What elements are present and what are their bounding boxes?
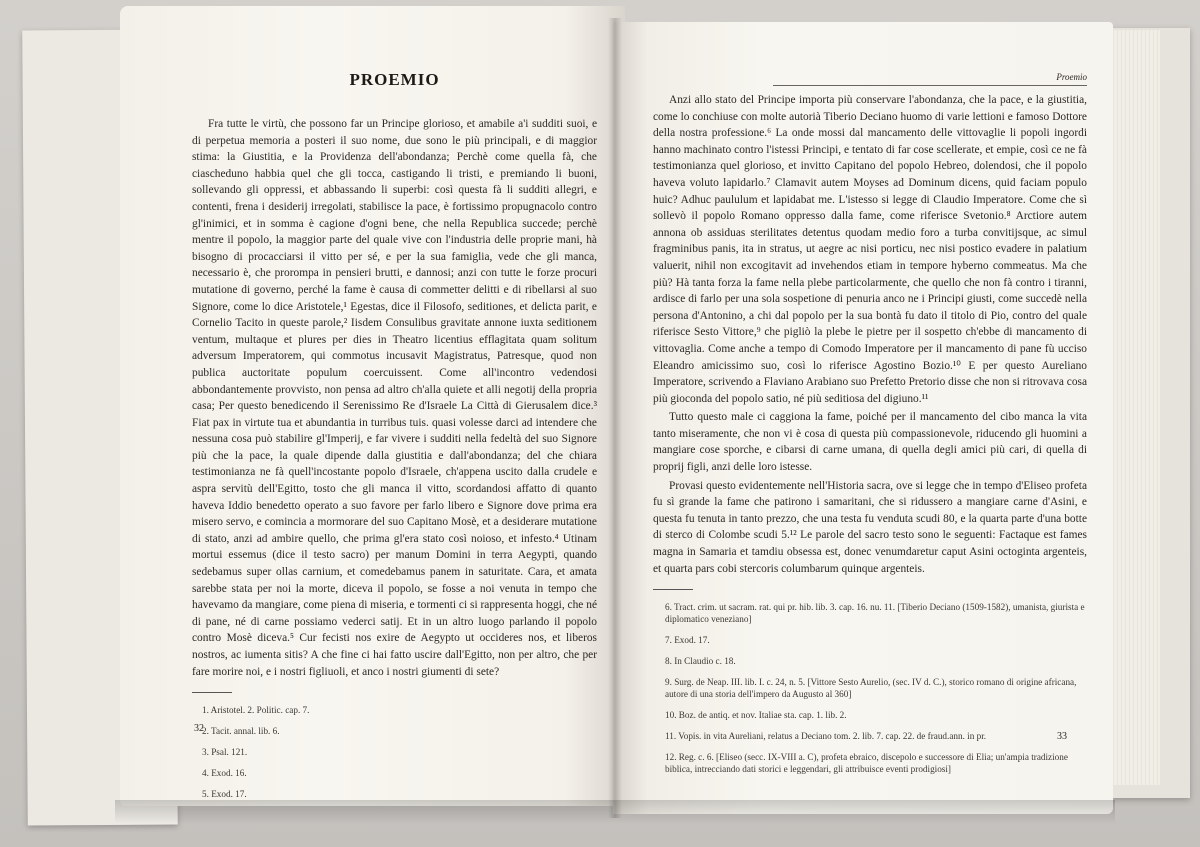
footnote: 8. In Claudio c. 18. — [665, 656, 736, 667]
footnote: 4. Exod. 16. — [202, 768, 247, 779]
footnote: 7. Exod. 17. — [665, 635, 710, 646]
footnote-rule — [192, 692, 232, 693]
footnote: 2. Tacit. annal. lib. 6. — [202, 726, 280, 737]
footnote: 10. Boz. de antiq. et nov. Italiae sta. cap. 1. lib. 2. — [665, 710, 847, 721]
right-page — [613, 22, 1113, 814]
book-gutter — [608, 18, 622, 818]
page-number-left: 32 — [194, 723, 204, 734]
running-head: Proemio — [773, 72, 1087, 86]
left-footnotes — [192, 701, 597, 806]
right-footnotes — [653, 598, 1087, 781]
left-page — [120, 6, 625, 806]
right-paragraph: Tutto questo male ci caggiona la fame, poiché per il mancamento del cibo manca la vita tanto miseramente, che non vi è cosa di questa più compassionevole, riducendo gli huomini a mangiare cose sporche, e cibarsi di carne umana, di quella degli amici più cari, di quella di proprij figli, anzi delle loro istesse. — [653, 411, 1087, 474]
footnote: 1. Aristotel. 2. Politic. cap. 7. — [202, 705, 310, 716]
footnote-rule — [653, 589, 693, 590]
page-number-right: 33 — [1057, 731, 1067, 742]
footnote: 3. Psal. 121. — [202, 747, 248, 758]
left-paragraph: Fra tutte le virtù, che possono far un Principe glorioso, et amabile a'i sudditi suoi, e di perpetua memoria a posteri il suo nome, due sono le più principali, e di maggior stima: la Giustitia, e la Providenza dell'abondanza; Perchè come quella fà, che ciascheduno habbia quel che gli tocca, castigando li tristi, e premiando li buoni, sollevando gli oppressi, et abbassando li superbi: così questa fà li sudditi allegri, e contenti, frena i desiderij irregolati, stabilisce la pace, è fortissimo propugnacolo contro gl'inimici, et in somma è cagione d'ogni bene, che nella Republica succede; perchè mentre il popolo, la maggior parte del quale vive con l'industria delle proprie mani, hà bisogno di procacciarsi il vitto per sé, e per la sua famiglia, vede che gli manca, necessario è, che prorompa in pensieri brutti, e dannosi; anzi con tutte le forze procuri mutatione di governo, perché la fame è causa di commetter delitti e di ribellarsi al suo Signore, come lo dice Aristotele,¹ Egestas, dice il Filosofo, seditiones, et delicta parit, e Cornelio Tacito in queste parole,² Iisdem Consulibus gravitate annone iuxta seditionem ventum, multaque et plures per dies in Theatro licentius efflagitata quam solitum adversum Imperatorem, qui commotus incusavit Magistratus, Patresque, quod non publica auctoritate populum coercuissent. Come all'incontro vedendosi abbondantemente provvisto, non pensa ad altro ch'alla quiete et alli negotij della propria casa; Per questo benedicendo il Serenissimo Re d'Israele La Città di Gierusalem dice.³ Fiat pax in virtute tua et abundantia in turribus tuis. quasi volesse darci ad intendere che nessuna cosa può stabilire gl'Imperij, e far vivere i sudditi nella fedeltà del suo Signore più che la pace, la quale dipende dalla giustitia e dall'abondanza; del che chiara testimonianza ne fà quell'incostante popolo d'Israele, ch'appena uscito dalla crudele e aspra servitù dell'Egitto, tosto che gli manca il vitto, scordandosi affatto di quanto haveva Iddio benedetto operato a suo favore per farlo libero e Signore dove prima era misero servo, e comincia a mormorare del suo Capitano Mosè, et a desiderare mutatione di stato, anzi ad ambire quello, che prima gl'era stato così noioso, et infesto.⁴ Utinam mortui essemus (dice il testo sacro) per manum Domini in terra Aegypti, quando sedebamus super ollas carnium, et comedebamus panem in saturitate. Cara, et amata sarebbe stata per noi la morte, diceva il popolo, se fosse a noi venuta in tempo che havevamo da mangiare, come piena di miseria, e tormenti ci si rappresenta hoggi, che né di pane, né di carne possiamo vederci satij. Et in un altro luogo parlando il popolo contro Mosè diceva.⁵ Cur fecisti nos exire de Aegypto ut occideres nos, et liberos nostros, ac iumenta sitis? A che fine ci hai fatto uscire dall'Egitto, non per altro, che per fare morire noi, e i nostri figliuoli, et anco i nostri giumenti di sete? — [192, 118, 597, 678]
footnote: 9. Surg. de Neap. III. lib. I. c. 24, n. 5. [Vittore Sesto Aurelio, (sec. IV d. C.), storico romano di origine africana, autore di una storia dell'impero da Augusto al 360] — [665, 677, 1077, 700]
right-paragraph: Provasi questo evidentemente nell'Historia sacra, ove si legge che in tempo d'Eliseo profeta fu sì grande la fame che patirono i samaritani, che si ridussero a mangiare carne d'Asini, e questa fu tenuta in tanto prezzo, che una testa fu venduta scudi 80, e la quarta parte d'una botte di sterco di Colombe scudi 5.¹² Le parole del sacro testo sono le seguenti: Factaque est fames magna in Samaria et tamdiu obsessa est, donec venumdaretur caput Asini octoginta argenteis, et quarta pars cobi stercoris columbarum quinque argenteis. — [653, 479, 1087, 575]
chapter-title: PROEMIO — [349, 70, 440, 89]
footnote: 12. Reg. c. 6. [Eliseo (secc. IX-VIII a. C), profeta ebraico, discepolo e successore di Elia; un'ampia tradizione biblica, intrecciando dati storici e leggendari, gli attribuisce eventi prodigiosi] — [665, 752, 1068, 775]
footnote: 5. Exod. 17. — [202, 789, 247, 800]
footnote: 11. Vopis. in vita Aureliani, relatus a Deciano tom. 2. lib. 7. cap. 22. de fraud.ann. in pr. — [665, 731, 987, 742]
footnote: 6. Tract. crim. ut sacram. rat. qui pr. hib. lib. 3. cap. 16. nu. 11. [Tiberio Deciano (1509-1582), umanista, giurista e diplomatico veneziano] — [665, 602, 1085, 625]
book-shadow — [115, 800, 1115, 824]
right-paragraph: Anzi allo stato del Principe importa più conservare l'abondanza, che la pace, e la giustitia, come lo conchiuse con molte autorià Tiberio Deciano huomo di varie lettioni e famoso Dottore della nostra professione.⁶ La onde mossi dal mancamento delle vittovaglie li popoli ingordi hanno machinato contro l'istessi Principi, e tentato di far cose scellerate, et empie, così ce ne fà testimonianza quel glorioso, et invitto Capitano del popolo Hebreo, dolendosi, che il popolo haveva voluto lapidarlo.⁷ Clamavit autem Moyses ad Dominum dicens, quid faciam populo huic? Adhuc paululum et lapidabat me. L'istesso si legge di Claudio Imperatore. Come che sì sollevò il popolo Romano oppresso dalla fame, come riferisce Svetonio.⁸ Arctiore autem annona ob assiduas sterilitates detentus quodam medio foro a turba convitijsque, ac simul fragminibus panis, ita in stratus, ut aegre ac nisi porticu, nec nisi postico evadere in palatium valuerit, nihil non excogitavit ad invehendos etiam in tempore hyberno commeatus. Ma che più? Hà tanta forza la fame nella plebe particolarmente, che quello che non fà contro i tiranni, ardisce di farlo per una sola sospetione di penuria anco ne i Principi giusti, come succedè nella persona d'Antonino, a chi dal popolo per la sua bontà fu dato il titolo di Pio, contro del quale riferisce Sesto Vittore,⁹ che pigliò la plebe le pietre per il sospetto ch'ebbe di mancamento di vittovaglia. Come anche a tempo di Comodo Imperatore per il mancamento di pane fù ucciso Eleandro amicissimo suo, così lo riferisce Agostino Bozio.¹⁰ E per questo Aureliano Imperatore, scrivendo a Flaviano Arabiano suo Prefetto Pretorio disse che non si ritrovava cosa più gioconda del popolo satio, né più seditiosa del digiuno.¹¹ — [653, 94, 1087, 405]
